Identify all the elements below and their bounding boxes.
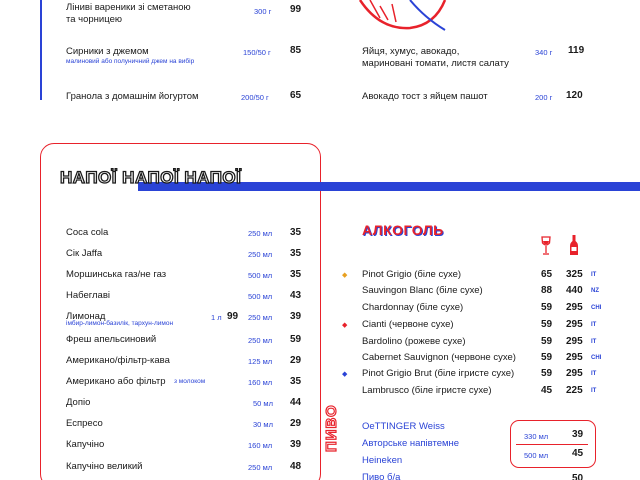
item-quantity: 250 мл <box>248 463 273 472</box>
item-name: Авокадо тост з яйцем пашот <box>362 91 488 102</box>
item-quantity: 160 мл <box>248 441 273 450</box>
item-quantity: 125 мл <box>248 357 273 366</box>
item-name: Набеглаві <box>66 290 111 301</box>
glass-price: 88 <box>541 285 553 296</box>
item-name-line2: та чорницею <box>66 14 122 25</box>
decorative-illustration <box>350 0 450 40</box>
bottle-price: 225 <box>566 385 583 396</box>
item-quantity: 250 мл <box>248 313 273 322</box>
beer-title: ПИВО <box>323 404 340 452</box>
item-quantity: 300 г <box>254 7 272 16</box>
wine-bottle-icon <box>569 234 579 256</box>
beer-size: 500 мл <box>524 451 549 460</box>
item-name: Моршинська газ/не газ <box>66 269 167 280</box>
item-name: Сирники з джемом <box>66 46 149 57</box>
glass-price: 59 <box>541 368 553 379</box>
list-item: Авторське напівтемне <box>362 438 460 449</box>
marker-icon: ◆ <box>342 371 348 378</box>
left-blue-rule <box>40 0 42 100</box>
region-code: CHI <box>591 305 602 311</box>
item-name: Гранола з домашнім йогуртом <box>66 91 199 102</box>
item-name: Coca cola <box>66 227 109 238</box>
glass-price: 59 <box>541 319 553 330</box>
item-quantity: 340 г <box>535 48 553 57</box>
item-quantity: 150/50 г <box>243 48 271 57</box>
item-price: 35 <box>290 376 302 387</box>
item-name: Лимонад <box>66 311 106 322</box>
beer-size: 330 мл <box>524 432 549 441</box>
glass-price: 65 <box>541 269 553 280</box>
item-quantity: 160 мл <box>248 378 273 387</box>
item-price: 99 <box>290 4 302 15</box>
item-price: 48 <box>290 461 302 472</box>
glass-price: 59 <box>541 336 553 347</box>
item-quantity: 30 мл <box>253 420 273 429</box>
item-quantity: 50 мл <box>253 399 273 408</box>
item-price: 35 <box>290 227 302 238</box>
region-code: NZ <box>591 288 599 294</box>
item-name: Капучіно <box>66 439 105 450</box>
marker-icon: ◆ <box>342 272 348 279</box>
region-code: IT <box>591 371 597 377</box>
item-name: Pinot Grigio Brut (біле ігристе сухе) <box>362 368 515 379</box>
item-note: малиновий або полуничний джем на вибір <box>66 58 195 65</box>
region-code: IT <box>591 339 597 345</box>
bottle-price: 295 <box>566 368 583 379</box>
item-name: Яйця, хумус, авокадо, <box>362 46 460 57</box>
bottle-price: 325 <box>566 269 583 280</box>
item-quantity: 500 мл <box>248 271 273 280</box>
marker-icon: ◆ <box>342 322 348 329</box>
item-note: з молоком <box>174 378 206 385</box>
drinks-title: НАПОЇ НАПОЇ НАПОЇ <box>60 168 242 187</box>
item-name: Капучіно великий <box>66 461 143 472</box>
item-name: Еспресо <box>66 418 103 429</box>
item-name: Фреш апельсиновий <box>66 334 157 345</box>
item-quantity: 500 мл <box>248 292 273 301</box>
item-name: Bardolino (рожеве сухе) <box>362 336 466 347</box>
item-price: 59 <box>290 334 302 345</box>
region-code: IT <box>591 272 597 278</box>
item-price: 35 <box>290 269 302 280</box>
item-price: 85 <box>290 45 302 56</box>
glass-price: 59 <box>541 352 553 363</box>
region-code: IT <box>591 388 597 394</box>
region-code: IT <box>591 322 597 328</box>
bottle-price: 440 <box>566 285 583 296</box>
item-price: 44 <box>290 397 302 408</box>
beer-price: 50 <box>572 473 584 480</box>
item-price: 65 <box>290 90 302 101</box>
item-name: Cianti (червоне сухе) <box>362 319 454 330</box>
item-price: 29 <box>290 355 302 366</box>
item-name: Допіо <box>66 397 91 408</box>
item-quantity: 250 мл <box>248 250 273 259</box>
item-extra-price: 99 <box>227 311 239 322</box>
bottle-price: 295 <box>566 302 583 313</box>
bottle-price: 295 <box>566 352 583 363</box>
item-name: Chardonnay (біле сухе) <box>362 302 464 313</box>
item-price: 120 <box>566 90 583 101</box>
item-name: Сік Jaffa <box>66 248 103 259</box>
glass-price: 59 <box>541 302 553 313</box>
glass-price: 45 <box>541 385 553 396</box>
item-quantity: 250 мл <box>248 229 273 238</box>
item-price: 35 <box>290 248 302 259</box>
alcohol-title: АЛКОГОЛЬ <box>362 222 444 238</box>
item-name: Pinot Grigio (біле сухе) <box>362 269 462 280</box>
item-price: 39 <box>290 311 302 322</box>
list-item: Пиво б/а <box>362 472 401 480</box>
item-price: 119 <box>568 45 585 56</box>
region-code: CHI <box>591 355 602 361</box>
item-quantity: 250 мл <box>248 336 273 345</box>
list-item: Heineken <box>362 455 403 466</box>
item-price: 43 <box>290 290 302 301</box>
item-name: Lambrusco (біле ігристе сухе) <box>362 385 492 396</box>
item-quantity: 200/50 г <box>241 93 269 102</box>
list-item: OeTTINGER Weiss <box>362 421 445 432</box>
divider <box>516 444 588 445</box>
item-name: Sauvingon Blanc (біле сухе) <box>362 285 483 296</box>
item-name: Американо або фільтр <box>66 376 166 387</box>
item-name: Cabernet Sauvignon (червоне сухе) <box>362 352 516 363</box>
item-note: імбир-лимон-базилік, тархун-лимон <box>66 320 174 327</box>
item-name-line2: мариновані томати, листя салату <box>362 58 509 69</box>
beer-price: 39 <box>572 429 584 440</box>
bottle-price: 295 <box>566 319 583 330</box>
item-name: Ліниві вареники зі сметаною <box>66 2 191 13</box>
item-name: Американо/фільтр-кава <box>66 355 170 366</box>
item-price: 39 <box>290 439 302 450</box>
wine-glass-icon <box>540 236 552 256</box>
bottle-price: 295 <box>566 336 583 347</box>
beer-price: 45 <box>572 448 584 459</box>
item-extra-quantity: 1 л <box>211 313 222 322</box>
item-price: 29 <box>290 418 302 429</box>
item-quantity: 200 г <box>535 93 553 102</box>
